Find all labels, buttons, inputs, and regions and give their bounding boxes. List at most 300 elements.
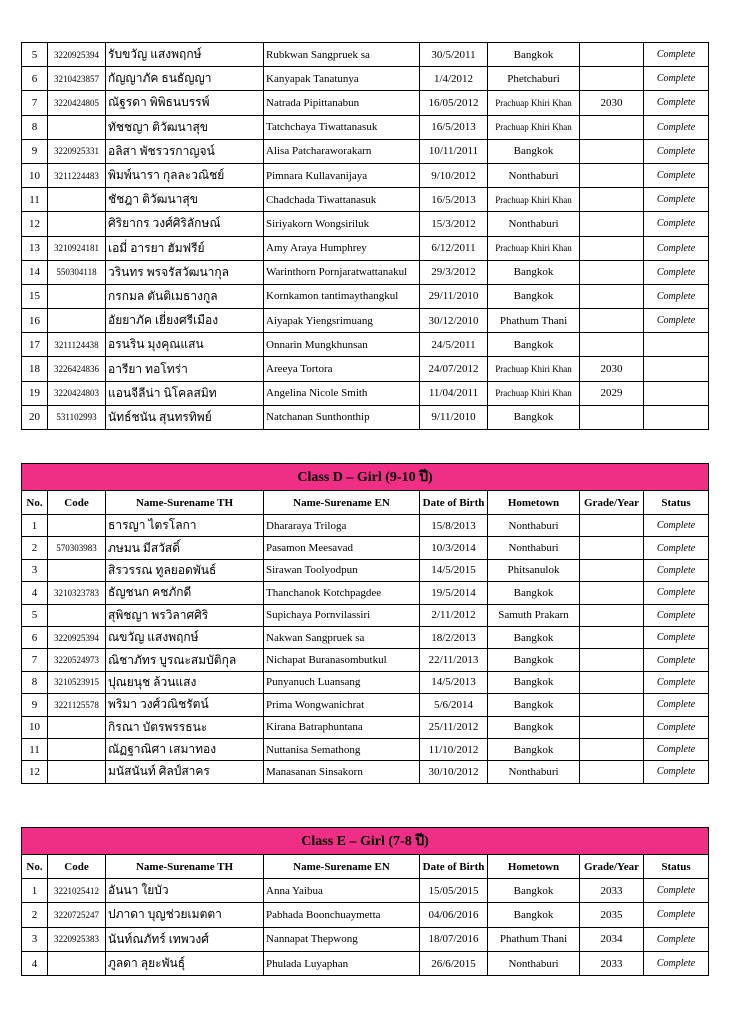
row-status: Complete [644,309,709,333]
row-dob: 15/3/2012 [420,212,488,236]
row-dob: 10/11/2011 [420,139,488,163]
row-number: 4 [22,582,48,604]
table-row [22,236,709,260]
row-name-en: Dhararaya Triloga [264,515,420,537]
row-grade [580,284,644,308]
row-name-th: ธารญา ไตรโลกา [106,515,264,537]
row-code: 3221025412 [48,879,106,903]
row-number: 3 [22,927,48,951]
row-hometown: Bangkok [488,649,580,671]
col-header-name-en: Name-Surename EN [264,491,420,515]
row-status: Complete [644,515,709,537]
row-name-th: อรนริน มุงคุณแสน [106,333,264,357]
row-dob: 04/06/2016 [420,903,488,927]
row-name-th: แอนจีลีน่า นิโคลสมิท [106,381,264,405]
row-status: Complete [644,537,709,559]
row-hometown: Phitsanulok [488,559,580,581]
row-grade: 2034 [580,927,644,951]
row-dob: 24/5/2011 [420,333,488,357]
row-hometown: Bangkok [488,694,580,716]
row-grade [580,626,644,648]
row-grade [580,139,644,163]
table-row [22,515,709,537]
row-status: Complete [644,761,709,783]
row-name-en: Siriyakorn Wongsiriluk [264,212,420,236]
row-number: 8 [22,115,48,139]
row-name-en: Kornkamon tantimaythangkul [264,284,420,308]
row-name-th: อารียา ทอโทร่า [106,357,264,381]
row-code: 570303983 [48,537,106,559]
row-hometown: Prachuap Khiri Khan [488,91,580,115]
row-name-en: Onnarin Mungkhunsan [264,333,420,357]
row-grade [580,716,644,738]
row-hometown: Phathum Thani [488,309,580,333]
row-grade [580,405,644,429]
row-grade [580,671,644,693]
row-status: Complete [644,188,709,212]
row-number: 9 [22,694,48,716]
row-dob: 22/11/2013 [420,649,488,671]
col-header-no: No. [22,491,48,515]
row-hometown: Nonthaburi [488,951,580,975]
row-number: 19 [22,381,48,405]
row-grade: 2030 [580,357,644,381]
row-status: Complete [644,236,709,260]
row-name-en: Nakwan Sangpruek sa [264,626,420,648]
row-name-en: Kanyapak Tanatunya [264,67,420,91]
row-name-th: ภูลดา ลุยะพันธุ์ [106,951,264,975]
row-name-th: วรินทร พรจรัสวัฒนากุล [106,260,264,284]
table-row [22,91,709,115]
row-name-en: Punyanuch Luansang [264,671,420,693]
row-grade [580,738,644,760]
row-status [644,381,709,405]
row-name-en: Thanchanok Kotchpagdee [264,582,420,604]
col-header-grade: Grade/Year [580,855,644,879]
row-grade: 2035 [580,903,644,927]
row-grade: 2029 [580,381,644,405]
row-dob: 30/5/2011 [420,43,488,67]
row-status: Complete [644,582,709,604]
col-header-grade: Grade/Year [580,491,644,515]
row-dob: 30/10/2012 [420,761,488,783]
row-number: 11 [22,188,48,212]
row-status [644,405,709,429]
row-name-en: Sirawan Toolyodpun [264,559,420,581]
row-hometown: Nonthaburi [488,761,580,783]
table-row [22,43,709,67]
row-name-en: Nichapat Buranasombutkul [264,649,420,671]
row-code: 3220925394 [48,43,106,67]
row-dob: 14/5/2013 [420,671,488,693]
row-number: 12 [22,761,48,783]
row-name-en: Manasanan Sinsakorn [264,761,420,783]
table-row [22,139,709,163]
row-name-th: ชัชฎา ติวัฒนาสุข [106,188,264,212]
row-name-en: Tatchchaya Tiwattanasuk [264,115,420,139]
row-name-en: Areeya Tortora [264,357,420,381]
row-dob: 2/11/2012 [420,604,488,626]
row-hometown: Samuth Prakarn [488,604,580,626]
row-hometown: Bangkok [488,879,580,903]
row-dob: 9/10/2012 [420,163,488,187]
col-header-no: No. [22,855,48,879]
row-grade [580,115,644,139]
row-grade [580,582,644,604]
table-row [22,284,709,308]
row-name-th: ธัญชนก คชภักดี [106,582,264,604]
row-hometown: Bangkok [488,903,580,927]
row-dob: 29/11/2010 [420,284,488,308]
row-name-th: ณัฏฐาณิศา เสมาทอง [106,738,264,760]
row-number: 6 [22,626,48,648]
row-grade [580,537,644,559]
row-name-en: Rubkwan Sangpruek sa [264,43,420,67]
row-code [48,738,106,760]
row-status: Complete [644,903,709,927]
row-name-th: รับขวัญ แสงพฤกษ์ [106,43,264,67]
row-code: 3220925383 [48,927,106,951]
row-dob: 14/5/2015 [420,559,488,581]
row-status: Complete [644,139,709,163]
row-number: 6 [22,67,48,91]
row-status: Complete [644,260,709,284]
row-name-th: อลิสา พัชรวรกาญจน์ [106,139,264,163]
row-code [48,716,106,738]
col-header-status: Status [644,855,709,879]
row-grade: 2030 [580,91,644,115]
row-dob: 10/3/2014 [420,537,488,559]
table-row [22,604,709,626]
row-hometown: Prachuap Khiri Khan [488,357,580,381]
row-hometown: Phetchaburi [488,67,580,91]
row-number: 13 [22,236,48,260]
row-name-th: มนัสนันท์ ศิลป์สาคร [106,761,264,783]
row-hometown: Nonthaburi [488,212,580,236]
row-number: 11 [22,738,48,760]
row-name-en: Kirana Batraphuntana [264,716,420,738]
row-dob: 30/12/2010 [420,309,488,333]
row-dob: 15/05/2015 [420,879,488,903]
row-number: 18 [22,357,48,381]
row-dob: 16/5/2013 [420,115,488,139]
row-grade [580,694,644,716]
table-row [22,761,709,783]
row-dob: 6/12/2011 [420,236,488,260]
row-name-th: กิรณา บัตรพรรธนะ [106,716,264,738]
table-row [22,671,709,693]
row-hometown: Bangkok [488,671,580,693]
row-hometown: Nonthaburi [488,537,580,559]
row-status: Complete [644,716,709,738]
row-code: 3210924181 [48,236,106,260]
table-row [22,559,709,581]
row-number: 17 [22,333,48,357]
table-class-e [21,827,709,976]
row-code [48,559,106,581]
row-code: 3220424805 [48,91,106,115]
table-top [21,42,709,430]
col-header-name-en: Name-Surename EN [264,855,420,879]
row-status: Complete [644,649,709,671]
row-number: 7 [22,649,48,671]
row-status: Complete [644,879,709,903]
row-name-th: กัญญาภัค ธนธัญญา [106,67,264,91]
row-dob: 11/04/2011 [420,381,488,405]
row-dob: 9/11/2010 [420,405,488,429]
row-grade: 2033 [580,951,644,975]
row-dob: 29/3/2012 [420,260,488,284]
row-dob: 15/8/2013 [420,515,488,537]
table-row [22,260,709,284]
row-code: 3210423857 [48,67,106,91]
row-name-en: Supichaya Pornvilassiri [264,604,420,626]
table-body [22,43,709,430]
row-name-en: Natrada Pipittanabun [264,91,420,115]
row-code: 3220925331 [48,139,106,163]
row-name-th: ปภาดา บุญช่วยเมตตา [106,903,264,927]
row-code [48,515,106,537]
row-number: 8 [22,671,48,693]
row-code [48,115,106,139]
col-header-dob: Date of Birth [420,491,488,515]
table-row [22,309,709,333]
row-grade [580,212,644,236]
table-row [22,188,709,212]
row-hometown: Bangkok [488,284,580,308]
row-code [48,604,106,626]
table-row [22,582,709,604]
row-name-en: Pasamon Meesavad [264,537,420,559]
table-row [22,381,709,405]
row-hometown: Bangkok [488,626,580,648]
table-row [22,405,709,429]
row-number: 1 [22,515,48,537]
row-dob: 24/07/2012 [420,357,488,381]
row-name-th: กรกมล ตันติเมธางกูล [106,284,264,308]
row-grade [580,43,644,67]
table-row [22,212,709,236]
row-status: Complete [644,43,709,67]
col-header-code: Code [48,855,106,879]
row-number: 9 [22,139,48,163]
row-status: Complete [644,927,709,951]
row-code: 3210523915 [48,671,106,693]
row-status: Complete [644,163,709,187]
row-hometown: Nonthaburi [488,515,580,537]
row-dob: 18/07/2016 [420,927,488,951]
row-number: 3 [22,559,48,581]
row-hometown: Prachuap Khiri Khan [488,115,580,139]
col-header-hometown: Hometown [488,491,580,515]
row-name-th: ศิริยากร วงศ์ศิริลักษณ์ [106,212,264,236]
row-hometown: Prachuap Khiri Khan [488,236,580,260]
row-hometown: Bangkok [488,405,580,429]
row-status: Complete [644,694,709,716]
row-name-th: สุพิชญา พรวิลาศศิริ [106,604,264,626]
table-row [22,649,709,671]
row-name-en: Phulada Luyaphan [264,951,420,975]
row-grade [580,649,644,671]
row-hometown: Prachuap Khiri Khan [488,381,580,405]
row-name-th: พิมพ์นารา กุลละวณิชย์ [106,163,264,187]
row-name-en: Anna Yaibua [264,879,420,903]
row-code [48,212,106,236]
row-name-th: ณขวัญ แสงพฤกษ์ [106,626,264,648]
col-header-status: Status [644,491,709,515]
table-body [22,879,709,976]
table-row [22,626,709,648]
row-name-th: อันนา ใยบัว [106,879,264,903]
row-status: Complete [644,951,709,975]
row-code [48,761,106,783]
row-hometown: Phathum Thani [488,927,580,951]
row-number: 4 [22,951,48,975]
row-status: Complete [644,559,709,581]
row-number: 10 [22,716,48,738]
table-row [22,67,709,91]
row-dob: 18/2/2013 [420,626,488,648]
row-number: 14 [22,260,48,284]
row-number: 20 [22,405,48,429]
row-grade [580,761,644,783]
row-status: Complete [644,67,709,91]
row-name-th: อัยยาภัค เยี่ยงศรีเมือง [106,309,264,333]
row-dob: 16/05/2012 [420,91,488,115]
row-grade [580,188,644,212]
row-name-th: เอมี่ อารยา ฮัมฟรีย์ [106,236,264,260]
row-hometown: Nonthaburi [488,163,580,187]
row-name-en: Alisa Patcharaworakarn [264,139,420,163]
row-code: 3211224483 [48,163,106,187]
table-row [22,333,709,357]
row-dob: 25/11/2012 [420,716,488,738]
row-dob: 26/6/2015 [420,951,488,975]
row-dob: 19/5/2014 [420,582,488,604]
row-number: 10 [22,163,48,187]
row-grade [580,559,644,581]
row-grade [580,333,644,357]
row-name-en: Prima Wongwanichrat [264,694,420,716]
row-code: 531102993 [48,405,106,429]
table-row [22,879,709,903]
row-dob: 16/5/2013 [420,188,488,212]
table-body [22,515,709,784]
row-name-th: สิรวรรณ ทูลยอดพันธ์ [106,559,264,581]
row-dob: 11/10/2012 [420,738,488,760]
class-e-title: Class E – Girl (7-8 ปี) [22,828,709,855]
row-name-th: ปุณยนุช ล้วนแสง [106,671,264,693]
row-code: 3210323783 [48,582,106,604]
row-code [48,309,106,333]
row-number: 12 [22,212,48,236]
row-name-en: Nannapat Thepwong [264,927,420,951]
row-number: 15 [22,284,48,308]
row-hometown: Bangkok [488,333,580,357]
row-name-th: ทัชชญา ติวัฒนาสุข [106,115,264,139]
row-grade [580,236,644,260]
table-row [22,903,709,927]
row-status [644,333,709,357]
table-row [22,694,709,716]
row-name-en: Natchanan Sunthonthip [264,405,420,429]
table-row [22,951,709,975]
row-grade [580,67,644,91]
table-row [22,927,709,951]
row-name-th: นัทธ์ชนัน สุนทรทิพย์ [106,405,264,429]
row-number: 7 [22,91,48,115]
row-grade [580,515,644,537]
row-hometown: Bangkok [488,260,580,284]
row-grade [580,260,644,284]
row-name-th: ณิชาภัทร บูรณะสมบัติกุล [106,649,264,671]
row-name-en: Nuttanisa Semathong [264,738,420,760]
row-hometown: Bangkok [488,738,580,760]
table-row [22,716,709,738]
row-status: Complete [644,738,709,760]
row-number: 1 [22,879,48,903]
row-name-en: Chadchada Tiwattanasuk [264,188,420,212]
row-hometown: Bangkok [488,43,580,67]
row-status: Complete [644,604,709,626]
row-code: 3221125578 [48,694,106,716]
row-name-en: Amy Araya Humphrey [264,236,420,260]
row-name-th: ณัฐรดา พิพิธนบรรพ์ [106,91,264,115]
col-header-dob: Date of Birth [420,855,488,879]
row-code: 3220725247 [48,903,106,927]
row-hometown: Prachuap Khiri Khan [488,188,580,212]
row-number: 5 [22,43,48,67]
row-status: Complete [644,91,709,115]
row-code [48,188,106,212]
row-grade: 2033 [580,879,644,903]
row-name-th: พริมา วงศ์วณิชรัตน์ [106,694,264,716]
col-header-hometown: Hometown [488,855,580,879]
row-status: Complete [644,626,709,648]
table-row [22,115,709,139]
row-hometown: Bangkok [488,716,580,738]
row-number: 5 [22,604,48,626]
row-code [48,284,106,308]
row-dob: 1/4/2012 [420,67,488,91]
row-number: 2 [22,537,48,559]
row-grade [580,309,644,333]
row-status: Complete [644,284,709,308]
row-code: 3220524973 [48,649,106,671]
row-status: Complete [644,671,709,693]
row-status: Complete [644,115,709,139]
row-code: 3220925394 [48,626,106,648]
class-d-title: Class D – Girl (9-10 ปี) [22,464,709,491]
row-grade [580,163,644,187]
row-code: 3226424836 [48,357,106,381]
row-hometown: Bangkok [488,582,580,604]
row-name-en: Pabhada Boonchuaymetta [264,903,420,927]
col-header-name-th: Name-Surename TH [106,855,264,879]
row-hometown: Bangkok [488,139,580,163]
row-name-th: ภษมน มีสวัสดิ์ [106,537,264,559]
row-name-en: Aiyapak Yiengsrimuang [264,309,420,333]
row-dob: 5/6/2014 [420,694,488,716]
row-number: 16 [22,309,48,333]
row-status [644,357,709,381]
table-row [22,537,709,559]
table-row [22,738,709,760]
table-row [22,357,709,381]
row-grade [580,604,644,626]
row-code: 3220424803 [48,381,106,405]
row-name-en: Pimnara Kullavanijaya [264,163,420,187]
